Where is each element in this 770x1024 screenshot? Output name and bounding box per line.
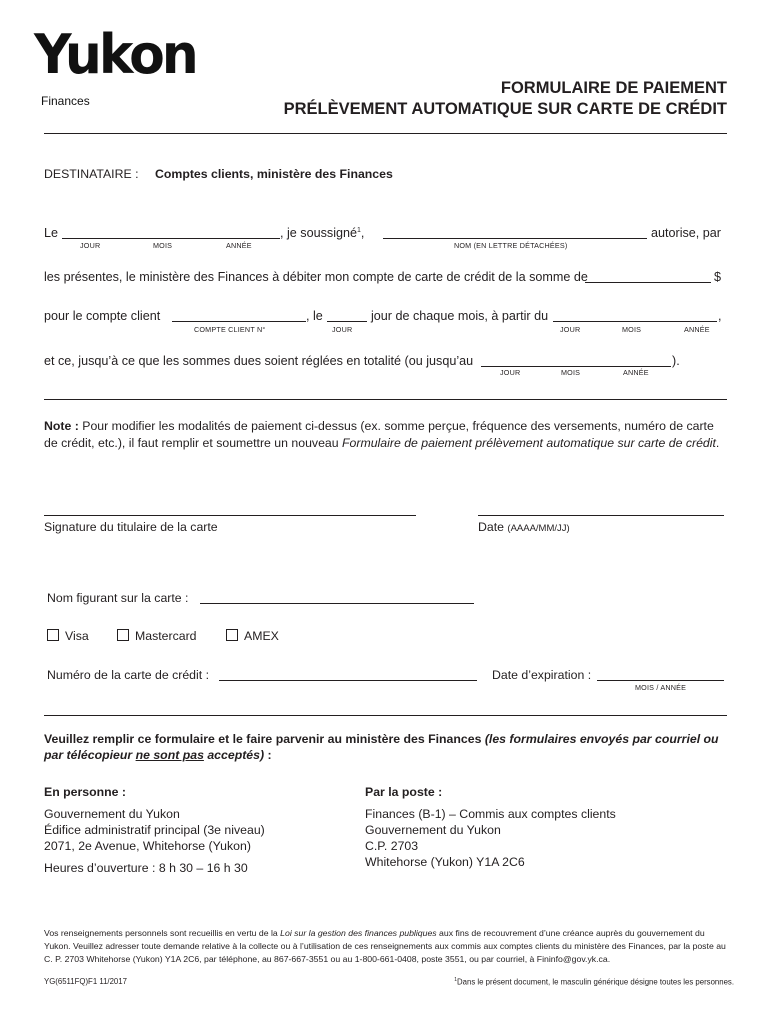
caption-exp-format: MOIS / ANNÉE <box>635 683 687 692</box>
line3-pour: pour le compte client <box>44 309 161 323</box>
caption-nom: NOM (EN LETTRE DÉTACHÉES) <box>454 241 568 250</box>
signature-label: Signature du titulaire de la carte <box>44 520 218 534</box>
in-person-heading: En personne : <box>44 785 126 799</box>
logo-subtitle: Finances <box>41 94 90 108</box>
amount-field[interactable] <box>585 282 711 283</box>
caption-start-mois: MOIS <box>622 325 642 334</box>
privacy-notice: Vos renseignements personnels sont recueillis en vertu de la Loi sur la gestion des finances publiques aux fins de recouvrement d’une créance auprès du gouvernement du Yukon. Veuillez adresser toute demande relative à la collecte ou à l’utilisation de ces renseignements aux commis aux comptes clients du ministère des Finances, par la poste au C. P. 2703 Whitehorse (Yukon) Y1A 2C6, par téléphone, au 867-667-3551 ou au 1-800-661-0408, poste 3551, ou par courriel, à Fininfo@gov.yk.ca. <box>44 928 726 964</box>
line4-text: et ce, jusqu’à ce que les sommes dues soient réglées en totalité (ou jusqu’au <box>44 354 474 368</box>
line3-end: , <box>718 309 722 323</box>
signature-line[interactable] <box>44 515 416 516</box>
visa-option[interactable]: Visa <box>47 629 89 643</box>
expiration-label: Date d’expiration : <box>492 668 592 682</box>
submit-instructions: Veuillez remplir ce formulaire et le faire parvenir au ministère des Finances (les formulaires envoyés par courriel ou par télécopieur ne sont pas acceptés) : <box>44 732 719 762</box>
account-number-field[interactable] <box>172 321 306 322</box>
line2-text: les présentes, le ministère des Finances à débiter mon compte de carte de crédit de la somme de <box>44 270 588 284</box>
caption-end-jour: JOUR <box>500 368 521 377</box>
card-name-label: Nom figurant sur la carte : <box>47 591 189 605</box>
form-title-line1: FORMULAIRE DE PAIEMENT <box>500 79 727 97</box>
header-divider <box>44 133 727 134</box>
card-number-label: Numéro de la carte de crédit : <box>47 668 209 682</box>
caption-start-annee: ANNÉE <box>684 325 710 334</box>
line1-le: Le <box>44 226 59 240</box>
caption-jour-month: JOUR <box>332 325 353 334</box>
date-signature-line[interactable] <box>478 515 724 516</box>
caption-end-annee: ANNÉE <box>623 368 649 377</box>
caption-end-mois: MOIS <box>561 368 581 377</box>
section-divider <box>44 399 727 400</box>
note-paragraph: Note : Pour modifier les modalités de paiement ci-dessus (ex. somme perçue, fréquence des versements, numéro de carte de crédit, etc.), il faut remplir et soumettre un nouveau Formulaire de paiement prélèvement automatique sur carte de crédit. <box>44 419 720 450</box>
line3-jour-text: jour de chaque mois, à partir du <box>371 309 549 323</box>
form-title <box>284 78 727 120</box>
form-code: YG(6511FQ)F1 11/2017 <box>44 977 127 986</box>
gender-footnote: $^1$Dans le présent document, le masculin générique désigne toutes les personnes. <box>454 977 734 987</box>
date-field-1[interactable] <box>62 238 280 239</box>
currency-sign: $ <box>714 270 722 284</box>
date-label: Date (AAAA/MM/JJ) <box>478 520 570 534</box>
line1-autorise: autorise, par <box>651 226 722 240</box>
end-date-field[interactable] <box>481 366 671 367</box>
caption-start-jour: JOUR <box>560 325 581 334</box>
caption-jour: JOUR <box>80 241 101 250</box>
start-date-field[interactable] <box>553 321 717 322</box>
card-number-field[interactable] <box>219 680 477 681</box>
recipient-value: Comptes clients, ministère des Finances <box>155 167 393 181</box>
expiration-field[interactable] <box>597 680 724 681</box>
by-mail-heading: Par la poste : <box>365 785 443 799</box>
amex-checkbox[interactable] <box>226 629 238 641</box>
line1-soussigne: , je soussigné$^1$, <box>280 226 365 240</box>
recipient-label: DESTINATAIRE : <box>44 167 139 181</box>
caption-compte-client: COMPTE CLIENT N° <box>194 325 266 334</box>
day-of-month-field[interactable] <box>327 321 367 322</box>
name-field[interactable] <box>383 238 647 239</box>
form-title-line2: PRÉLÈVEMENT AUTOMATIQUE SUR CARTE DE CRÉDIT <box>283 100 727 118</box>
logo-wordmark: Yukon <box>34 23 196 87</box>
section-divider-2 <box>44 715 727 716</box>
mastercard-checkbox[interactable] <box>117 629 129 641</box>
visa-checkbox[interactable] <box>47 629 59 641</box>
amex-option[interactable]: AMEX <box>226 629 279 643</box>
line3-le: , le <box>306 309 323 323</box>
card-name-field[interactable] <box>200 603 474 604</box>
caption-annee: ANNÉE <box>226 241 252 250</box>
mastercard-option[interactable]: Mastercard <box>117 629 197 643</box>
caption-mois: MOIS <box>153 241 173 250</box>
line4-end: ). <box>672 354 680 368</box>
opening-hours: Heures d’ouverture : 8 h 30 – 16 h 30 <box>44 861 248 875</box>
mail-address: Finances (B-1) – Commis aux comptes clients Gouvernement du Yukon C.P. 2703 Whitehorse (Yukon) Y1A 2C6 <box>365 807 616 869</box>
in-person-address: Gouvernement du Yukon Édifice administratif principal (3e niveau) 2071, 2e Avenue, Whitehorse (Yukon) <box>44 807 265 853</box>
